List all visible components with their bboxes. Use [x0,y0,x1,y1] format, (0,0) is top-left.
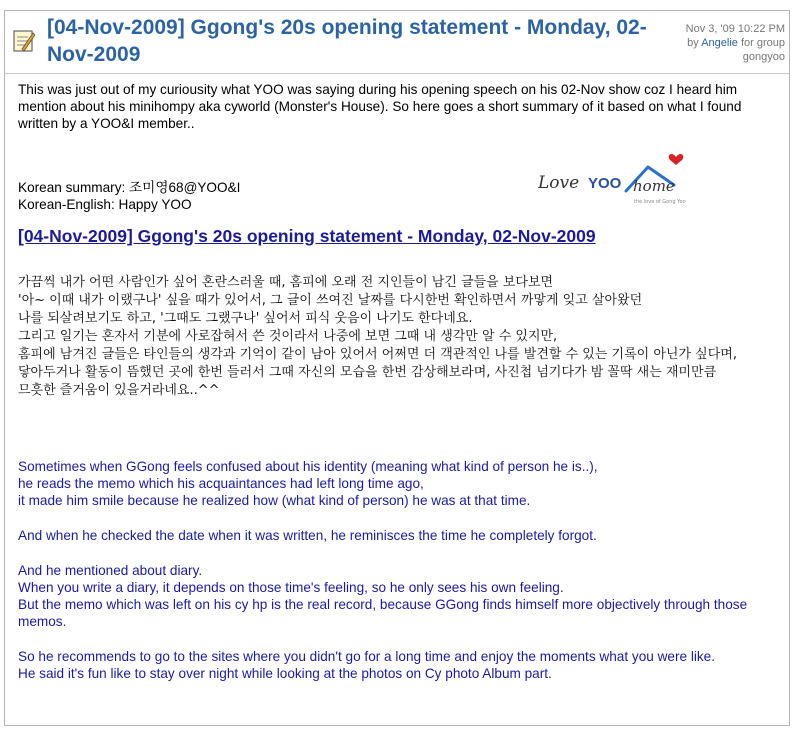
svg-text:YOO: YOO [588,175,622,192]
korean-line: '아~ 이때 내가 이랬구나' 싶을 때가 있어서, 그 글이 쓰여진 날짜를 다시한번 확인하면서 까맣게 잊고 살아왔던 [18,293,643,308]
english-line: Sometimes when GGong feels confused about his identity (meaning what kind of person he is..), [18,459,598,474]
blog-post [4,10,790,726]
korean-line: 나를 되살려보기도 하고, '그때도 그랬구나' 싶어서 피식 웃음이 나기도 한다네요. [18,311,473,326]
english-line: When you write a diary, it depends on those time's feeling, so he only sees his own feeling. [18,580,564,595]
post-byline [686,36,785,50]
article-title-link[interactable]: [04-Nov-2009] Ggong's 20s opening statement - Monday, 02-Nov-2009 [18,226,596,246]
credits [18,179,240,213]
english-line: But the memo which was left on his cy hp is the real record, because GGong finds himself more objectively through those memos. [18,597,748,629]
group-name: gongyoo [742,51,785,63]
author-link[interactable]: Angelie [701,37,738,49]
english-translation [18,458,778,682]
for-group-label: for group [740,37,785,49]
translator-credit: Korean-English: Happy YOO [18,197,192,212]
korean-line: 가끔씩 내가 어떤 사람인가 싶어 혼란스러울 때, 홈피에 오래 전 지인들이 남긴 글들을 보다보면 [18,275,554,290]
post-meta [686,22,785,64]
english-line: So he recommends to go to the sites where you didn't go for a long time and enjoy the moments what you were like. [18,649,716,664]
svg-text:home: home [633,177,675,195]
by-label: by [687,37,699,49]
post-header [5,11,789,74]
love-yoo-home-logo [538,151,688,211]
note-icon [13,29,35,53]
korean-line: 홈피에 남겨진 글들은 타인들의 생각과 기억이 같이 남아 있어서 어쩌면 더 객관적인 나를 발견할 수 있는 기록이 아닌가 싶다며, [18,347,737,362]
korean-line: 므흣한 즐거움이 있을거라네요..^^ [18,383,220,398]
post-title: [04-Nov-2009] Ggong's 20s opening statement - Monday, 02-Nov-2009 [47,16,647,66]
english-line: it made him smile because he realized how (what kind of person) he was at that time. [18,493,531,508]
korean-text [18,274,778,400]
korean-summary-credit: Korean summary: 조미영68@YOO&I [18,180,241,195]
svg-text:the love of Gong Yoo: the love of Gong Yoo [634,199,686,205]
post-date: Nov 3, '09 10:22 PM [685,23,785,35]
svg-text:Love: Love [538,173,580,193]
intro-paragraph: This was just out of my curiousity what YOO was saying during his opening speech on his 02-Nov show coz I heard him mention about his minihompy aka cyworld (Monster's House). So here goes a short summary of it based on what I found written by a YOO&I member.. [18,82,742,131]
english-line: And when he checked the date when it was written, he reminisces the time he completely forgot. [18,528,597,543]
english-line: He said it's fun like to stay over night while looking at the photos on Cy photo Album part. [18,666,552,681]
english-line: he reads the memo which his acquaintances had left long time ago, [18,476,424,491]
english-line: And he mentioned about diary. [18,563,203,578]
korean-line: 그리고 일기는 혼자서 기분에 사로잡혀서 쓴 것이라서 나중에 보면 그때 내 생각만 알 수 있지만, [18,329,558,344]
korean-line: 닿아두거나 활동이 뜸했던 곳에 한번 들러서 그때 자신의 모습을 한번 감상해보라며, 사진첩 넘기다가 밤 꼴딱 새는 재미만큼 [18,365,717,380]
